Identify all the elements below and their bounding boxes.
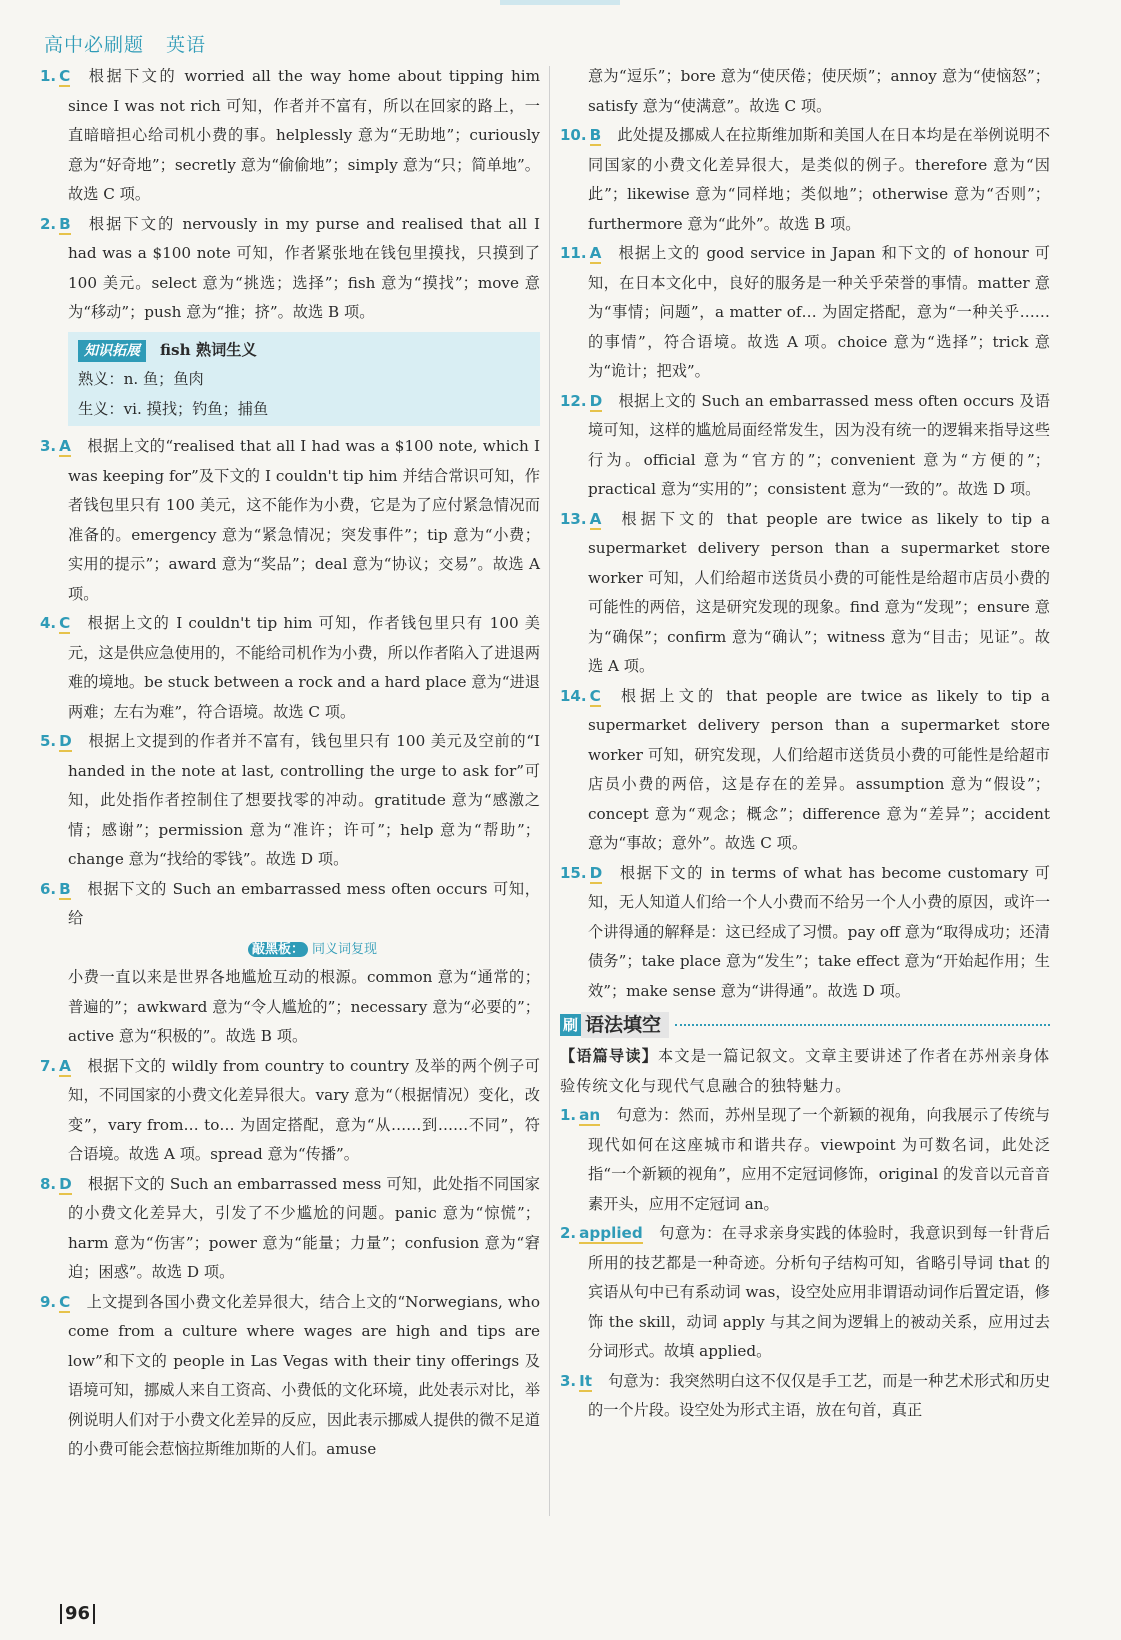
item-number: 14.	[560, 686, 587, 705]
item-number: 8.	[40, 1174, 57, 1193]
intro-tag: 【语篇导读】	[560, 1047, 659, 1065]
item-text: 小费一直以来是世界各地尴尬互动的根源。common 意为“通常的；普遍的”；awkward 意为“令人尴尬的”；necessary 意为“必要的”；active 意为“积极的”。故选 B 项。	[68, 968, 540, 1045]
item-text: 上文提到各国小费文化差异很大，结合上文的“Norwegians, who come from a culture where wages are high and tips are low”和下文的 people in Las Vegas with their tiny offerings 及语境可知，挪威人来自工资高、小费低的文化环境，此处表示对比，举例说明人们对于小费文化差异的反应，因此表示挪威人提供的微不足道的小费可能会惹恼拉斯维加斯的人们。amuse	[68, 1292, 540, 1458]
item-answer: A	[589, 509, 602, 528]
item-answer: D	[59, 732, 72, 750]
item-text: 根据上文的 Such an embarrassed mess often occurs 及语境可知，这样的尴尬局面经常发生，因为没有统一的逻辑来指导这些行为。official 意为“官方的”；convenient 意为“方便的”；practical 意为“实用的”；consistent 意为“一致的”。故选 D 项。	[588, 391, 1050, 498]
item-text: 根据上文的“realised that all I had was a $100 note, which I was keeping for”及下文的 I couldn't tip him 并结合常识可知，作者钱包里只有 100 美元，这不能作为小费，它是为了应付紧急情况而准备的。emergency 意为“紧急情况；突发事件”；tip 意为“小费；实用的提示”；award 意为“奖品”；deal 意为“协议；交易”。故选 A 项。	[68, 437, 540, 603]
item-text: 根据下文的 that people are twice as likely to tip a supermarket delivery person than a supermarket store worker 可知，人们给超市送货员小费的可能性是给超市店员小费的可能性的两倍，这是研究发现的现象。find 意为“发现”；ensure 意为“确保”；confirm 意为“确认”；witness 意为“目击；见证”。故选 A 项。	[588, 509, 1050, 675]
item-number: 4.	[40, 614, 57, 632]
item-number: 1.	[40, 67, 57, 85]
answer-item	[40, 875, 540, 1052]
left-column	[40, 62, 540, 1465]
item-number: 2.	[40, 214, 57, 233]
answer-item	[560, 505, 1050, 682]
right-column	[560, 62, 1050, 1426]
item-answer: A	[59, 1056, 71, 1075]
intro-text: 本文是一篇记叙文。文章主要讲述了作者在苏州亲身体验传统文化与现代气息融合的独特魅力。	[560, 1047, 1051, 1095]
item-number: 5.	[40, 732, 57, 750]
item-answer: C	[59, 1292, 71, 1311]
answer-item	[40, 1288, 540, 1465]
answer-item	[40, 1052, 540, 1170]
item-text: 根据下文的 in terms of what has become customary 可知，无人知道人们给一个人小费而不给另一个人小费的原因，或许一个讲得通的解释是：这已经成了习惯。pay off 意为“取得成功；还清债务”；take place 意为“发生”；take effect 意为“开始起作用；生效”；make sense 意为“讲得通”。故选 D 项。	[588, 863, 1050, 1000]
item-continuation: 意为“逗乐”；bore 意为“使厌倦；使厌烦”；annoy 意为“使恼怒”；satisfy 意为“使满意”。故选 C 项。	[588, 67, 1050, 115]
book-title: 高中必刷题	[44, 34, 145, 56]
knowledge-line: 生义：vi. 摸找；钓鱼；捕鱼	[78, 399, 269, 418]
item-text: 句意为：在寻求亲身实践的体验时，我意识到每一针背后所用的技艺都是一种奇迹。分析句子结构可知，省略引导词 that 的宾语从句中已有系动词 was，设空处应用非谓语动词作后置定语，修饰 the skill，动词 apply 与其之间为逻辑上的被动关系，应用过去分词形式。故填 applied。	[588, 1224, 1050, 1360]
item-answer: C	[59, 614, 71, 632]
item-answer: It	[579, 1371, 593, 1390]
item-text: 根据下文的 Such an embarrassed mess often occurs 可知，给	[68, 879, 540, 927]
item-number: 3.	[560, 1371, 577, 1390]
item-text: 句意为：然而，苏州呈现了一个新颖的视角，向我展示了传统与现代如何在这座城市和谐共存。viewpoint 为可数名词，此处泛指“一个新颖的视角”，应用不定冠词修饰，original 的发音以元音音素开头，应用不定冠词 an。	[588, 1106, 1050, 1213]
answer-item	[560, 1367, 1050, 1426]
item-text: 根据上文的 I couldn't tip him 可知，作者钱包里只有 100 美元，这是供应急使用的，不能给司机作为小费，所以作者陷入了进退两难的境地。be stuck between a rock and a hard place 意为“进退两难；左右为难”，符合语境。故选 C 项。	[68, 614, 540, 721]
item-number: 15.	[560, 863, 587, 882]
item-answer: an	[579, 1106, 601, 1124]
item-text: 根据上文的 that people are twice as likely to tip a supermarket delivery person than a supermarket store worker 可知，研究发现，人们给超市送货员小费的可能性是给超市店员小费的两倍，这是存在的差异。assumption 意为“假设”；concept 意为“观念；概念”；difference 意为“差异”；accident 意为“事故；意外”。故选 C 项。	[588, 686, 1050, 852]
item-answer: D	[59, 1174, 72, 1193]
item-number: 10.	[560, 126, 587, 144]
answer-item	[560, 1219, 1050, 1367]
item-answer: A	[59, 437, 71, 455]
item-answer: applied	[579, 1224, 643, 1242]
item-text: 根据下文的 Such an embarrassed mess 可知，此处指不同国家的小费文化差异大，引发了不少尴尬的问题。panic 意为“惊慌”；harm 意为“伤害”；power 意为“能量；力量”；confusion 意为“窘迫；困惑”。故选 D 项。	[68, 1174, 540, 1281]
answer-item	[40, 62, 540, 210]
answer-item	[560, 121, 1050, 239]
item-text: 根据下文的 wildly from country to country 及举的两个例子可知，不同国家的小费文化差异很大。vary 意为“（根据情况）变化，改变”，vary from… to… 为固定搭配，意为“从……到……不同”，符合语境。故选 A 项。spread 意为“传播”。	[68, 1056, 540, 1163]
item-answer: D	[589, 863, 603, 882]
answer-item	[560, 239, 1050, 387]
item-number: 1.	[560, 1106, 577, 1124]
answer-item	[40, 210, 540, 328]
answer-item	[560, 1101, 1050, 1219]
item-answer: A	[589, 244, 602, 262]
item-number: 12.	[560, 391, 587, 410]
item-text: 根据上文提到的作者并不富有，钱包里只有 100 美元及空前的“I handed in the note at last, controlling the urge to ask for”可知，此处指作者控制住了想要找零的冲动。gratitude 意为“感激之情；感谢”；permission 意为“准许；许可”；help 意为“帮助”；change 意为“找给的零钱”。故选 D 项。	[68, 732, 540, 868]
answer-item	[40, 727, 540, 875]
section-dotted-rule	[675, 1024, 1050, 1026]
knowledge-line: 熟义：n. 鱼；鱼肉	[78, 370, 204, 388]
item-number: 6.	[40, 879, 57, 898]
item-text: 此处提及挪威人在拉斯维加斯和美国人在日本均是在举例说明不同国家的小费文化差异很大，是类似的例子。therefore 意为“因此”；likewise 意为“同样地；类似地”；otherwise 意为“否则”；furthermore 意为“此外”。故选 B 项。	[588, 126, 1050, 233]
item-answer: C	[59, 67, 71, 85]
item-answer: B	[589, 126, 602, 144]
answer-item	[560, 682, 1050, 859]
answer-item	[560, 387, 1050, 505]
knowledge-title: fish 熟词生义	[160, 340, 257, 359]
passage-intro	[560, 1042, 1050, 1101]
subject-title: 英语	[166, 34, 207, 56]
page-number: 96	[60, 1604, 95, 1624]
item-answer: D	[589, 391, 603, 410]
tip-note-tag: 敲黑板：	[248, 942, 308, 957]
item-number: 3.	[40, 437, 57, 455]
item-text: 根据上文的 good service in Japan 和下文的 of honour 可知，在日本文化中，良好的服务是一种关乎荣誉的事情。matter 意为“事情；问题”，a matter of… 为固定搭配，意为“一种关乎……的事情”，符合语境。故选 A 项。choice 意为“选择”；trick 意为“诡计；把戏”。	[588, 244, 1050, 380]
answer-item	[560, 859, 1050, 1007]
section-icon: 刷	[560, 1014, 581, 1036]
item-number: 7.	[40, 1056, 57, 1075]
top-edge-bar	[500, 0, 620, 5]
item-number: 11.	[560, 244, 587, 262]
answer-item	[40, 432, 540, 609]
item-text: 根据下文的 worried all the way home about tipping him since I was not rich 可知，作者并不富有，所以在回家的路上，一直暗暗担心给司机小费的事。helplessly 意为“无助地”；curiously 意为“好奇地”；secretly 意为“偷偷地”；simply 意为“只；简单地”。故选 C 项。	[68, 67, 540, 203]
item-answer: C	[589, 686, 601, 705]
item-answer: B	[59, 879, 71, 898]
knowledge-tag: 知识拓展	[78, 340, 146, 362]
item-number: 9.	[40, 1292, 57, 1311]
tip-note-text: 同义词复现	[312, 941, 378, 957]
item-answer: B	[59, 214, 71, 233]
item-number: 13.	[560, 509, 587, 528]
item-text: 根据下文的 nervously in my purse and realised that all I had was a $100 note 可知，作者紧张地在钱包里摸找，只摸到了 100 美元。select 意为“挑选；选择”；fish 意为“摸找”；move 意为“移动”；push 意为“推；挤”。故选 B 项。	[68, 214, 540, 321]
page-header	[44, 34, 206, 56]
answer-item	[40, 609, 540, 727]
knowledge-box	[68, 332, 540, 427]
tip-note	[248, 939, 377, 961]
section-title: 语法填空	[581, 1012, 669, 1038]
answer-item	[40, 1170, 540, 1288]
section-heading	[560, 1012, 1050, 1038]
column-divider	[549, 66, 550, 1516]
item-number: 2.	[560, 1224, 577, 1242]
item-text: 句意为：我突然明白这不仅仅是手工艺，而是一种艺术形式和历史的一个片段。设空处为形式主语，放在句首，真正	[588, 1371, 1050, 1419]
